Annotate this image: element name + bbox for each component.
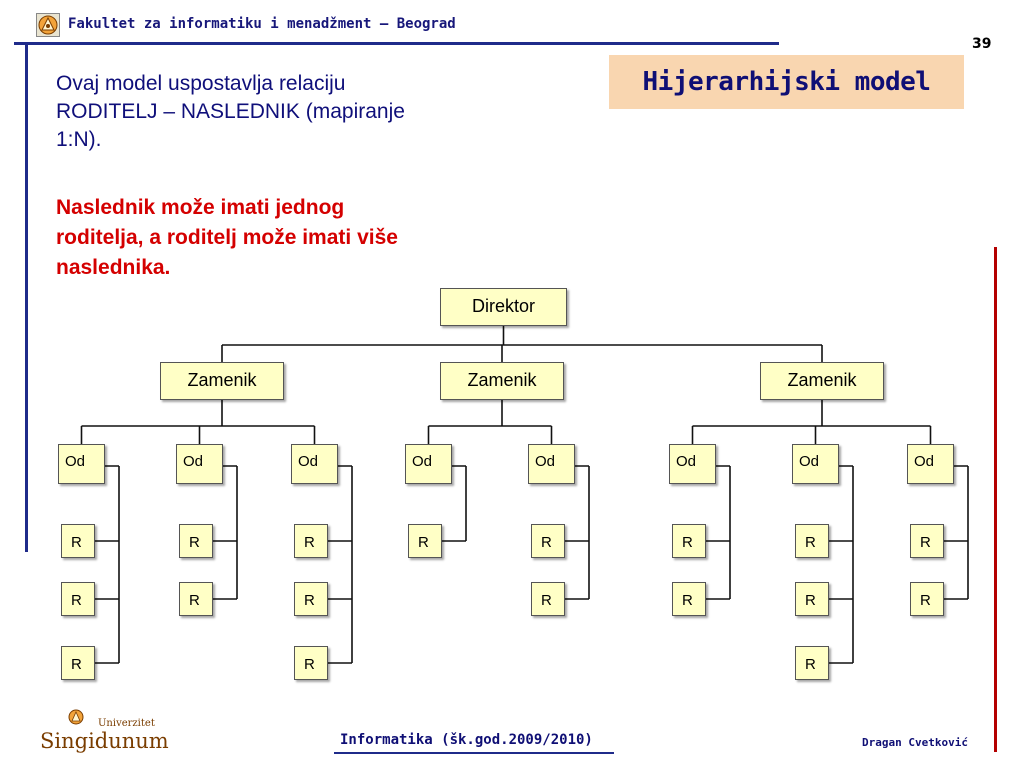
employee-node: R bbox=[910, 524, 944, 558]
footer-divider bbox=[334, 752, 614, 754]
highlight-text: Naslednik može imati jednog roditelja, a roditelj može imati više naslednika. bbox=[56, 196, 398, 279]
footer-course: Informatika (šk.god.2009/2010) bbox=[340, 732, 593, 748]
employee-node: R bbox=[531, 524, 565, 558]
employee-node: R bbox=[61, 524, 95, 558]
employee-node: R bbox=[795, 646, 829, 680]
page-number: 39 bbox=[972, 36, 992, 52]
department-node: Od bbox=[907, 444, 954, 484]
department-node: Od bbox=[405, 444, 452, 484]
department-node: Od bbox=[528, 444, 575, 484]
deputy-node: Zamenik bbox=[160, 362, 284, 400]
employee-node: R bbox=[795, 582, 829, 616]
employee-node: R bbox=[672, 582, 706, 616]
employee-node: R bbox=[179, 582, 213, 616]
employee-node: R bbox=[531, 582, 565, 616]
department-node: Od bbox=[669, 444, 716, 484]
department-node: Od bbox=[792, 444, 839, 484]
department-node: Od bbox=[291, 444, 338, 484]
employee-node: R bbox=[61, 582, 95, 616]
employee-node: R bbox=[294, 524, 328, 558]
singidunum-logo bbox=[40, 708, 180, 758]
employee-node: R bbox=[294, 582, 328, 616]
deputy-node: Zamenik bbox=[760, 362, 884, 400]
employee-node: R bbox=[795, 524, 829, 558]
employee-node: R bbox=[672, 524, 706, 558]
employee-node: R bbox=[61, 646, 95, 680]
slide-title: Hijerarhijski model bbox=[642, 67, 931, 97]
logo-name-text: Singidunum bbox=[40, 729, 169, 753]
director-node: Direktor bbox=[440, 288, 567, 326]
employee-node: R bbox=[179, 524, 213, 558]
deputy-node: Zamenik bbox=[440, 362, 564, 400]
department-node: Od bbox=[176, 444, 223, 484]
description-text: Ovaj model uspostavlja relaciju RODITELJ – NASLEDNIK (mapiranje 1:N). bbox=[56, 72, 405, 151]
header-title: Fakultet za informatiku i menadžment – Beograd bbox=[68, 16, 456, 32]
footer-author: Dragan Cvetković bbox=[862, 736, 968, 749]
employee-node: R bbox=[408, 524, 442, 558]
department-node: Od bbox=[58, 444, 105, 484]
employee-node: R bbox=[294, 646, 328, 680]
logo-univerzitet-text: Univerzitet bbox=[98, 718, 155, 729]
employee-node: R bbox=[910, 582, 944, 616]
